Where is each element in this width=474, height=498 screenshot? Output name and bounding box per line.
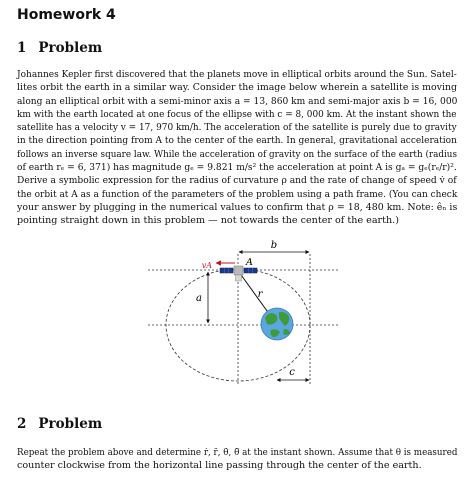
label-A: A (246, 257, 253, 268)
problem2-heading (17, 416, 102, 432)
page-title: Homework 4 (17, 7, 116, 23)
problem1-line: of earth rₑ = 6, 371) has magnitude gₑ = 9.821 m/s² the acceleration at point A is gₐ = gₑ(rₑ/r)². (17, 162, 457, 174)
problem1-line: along an elliptical orbit with a semi-minor axis a = 13, 860 km and semi-major axis b = 16, 000 (17, 95, 458, 107)
problem1-line: the orbit at A as a function of the parameters of the problem using a path frame. (You can check (17, 188, 458, 200)
problem2-line: counter clockwise from the horizontal line passing through the center of the earth. (17, 460, 422, 472)
problem1-line: in the direction pointing from A to the center of the earth. In general, gravitational acceleration (17, 135, 457, 147)
problem1-line: Johannes Kepler first discovered that the planets move in elliptical orbits around the Sun. Satel- (17, 69, 457, 80)
problem1-line: follows an inverse square law. While the acceleration of gravity on the surface of the earth (radius (17, 148, 458, 160)
label-b: b (270, 240, 278, 251)
problem1-heading (17, 40, 102, 56)
problem1-line: your answer by plugging in the numerical values to confirm that ρ = 18, 480 km. Note: êₙ is (17, 201, 458, 213)
problem2-text (17, 446, 457, 473)
earth-icon (261, 308, 293, 340)
problem1-line: km with the earth located at one focus of the ellipse with c = 8, 000 km. At the instant shown the (17, 108, 457, 120)
problem1-line: lites orbit the earth in a similar way. Consider the image below wherein a satellite is moving (17, 82, 458, 94)
problem2-line: Repeat the problem above and determine ṙ, r̈, θ̇, θ̈ at the instant shown. Assume that θ is measured (17, 447, 458, 458)
problem1-text (17, 68, 457, 228)
problem1-line: satellite has a velocity v = 17, 970 km/h. The acceleration of the satellite is purely due to gravity (17, 122, 457, 134)
label-r: r (257, 289, 263, 300)
label-vA: vA (201, 261, 212, 270)
problem1-heading-text: Problem (38, 40, 103, 56)
problem1-line: pointing straight down in this problem — not towards the center of the earth.) (17, 215, 399, 227)
problem1-line: Derive a symbolic expression for the radius of curvature ρ and the rate of change of speed v̇ of (17, 175, 457, 187)
label-a: a (196, 293, 202, 304)
problem2-heading-text: Problem (38, 416, 103, 432)
satellite-icon (220, 266, 257, 281)
label-c: c (289, 367, 295, 378)
orbit-diagram (140, 234, 340, 404)
problem2-number: 2 (17, 416, 27, 432)
problem1-number: 1 (17, 40, 27, 56)
